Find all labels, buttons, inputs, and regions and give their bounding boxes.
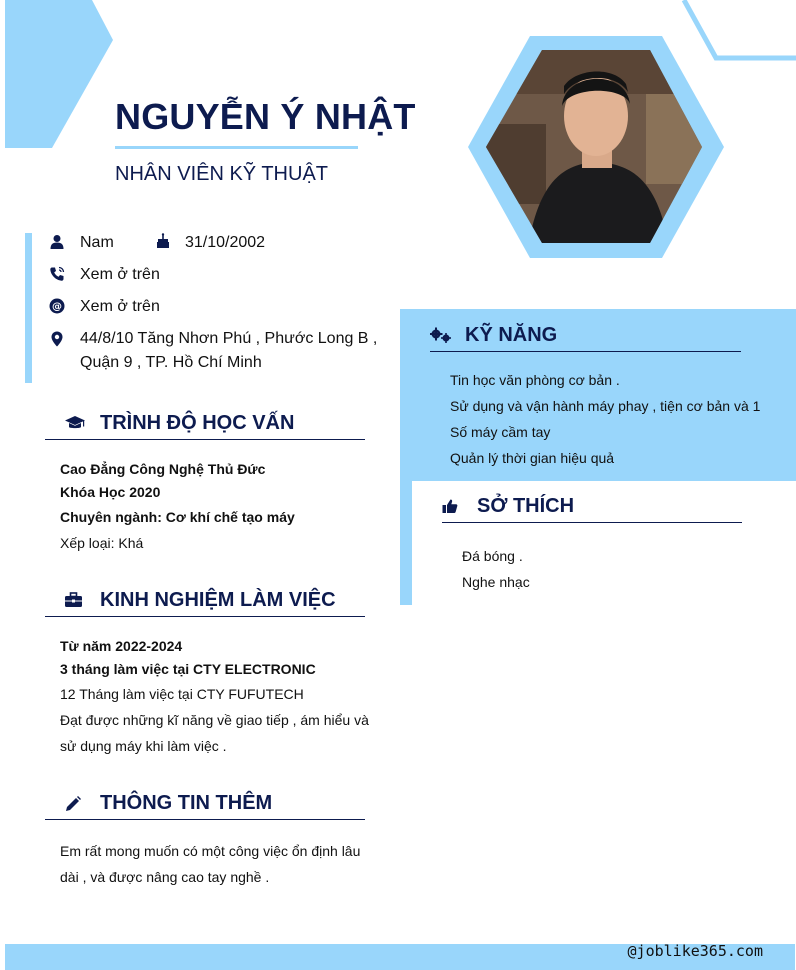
job-title: NHÂN VIÊN KỸ THUẬT bbox=[115, 163, 328, 185]
skills-divider bbox=[430, 351, 741, 352]
user-icon bbox=[49, 234, 65, 250]
experience-desc-line-2: sử dụng máy khi làm việc . bbox=[60, 738, 227, 754]
hobbies-title: SỞ THÍCH bbox=[477, 495, 575, 517]
experience-title: KINH NGHIỆM LÀM VIỆC bbox=[100, 589, 336, 611]
skill-item: Quản lý thời gian hiệu quả bbox=[450, 450, 615, 466]
experience-desc-line-1: Đạt được những kĩ năng về giao tiếp , ám hiểu và bbox=[60, 712, 369, 728]
hobby-item: Nghe nhạc bbox=[462, 574, 530, 590]
hobbies-accent-strip bbox=[400, 481, 412, 605]
education-divider bbox=[45, 439, 365, 440]
gears-icon bbox=[430, 327, 452, 343]
skills-title: KỸ NĂNG bbox=[465, 324, 558, 346]
grade: Xếp loại: Khá bbox=[60, 535, 144, 551]
extra-info-title: THÔNG TIN THÊM bbox=[100, 792, 273, 814]
gender-value: Nam bbox=[80, 234, 114, 251]
skill-item: Số máy cầm tay bbox=[450, 424, 551, 440]
footer-handle: @joblike365.com bbox=[627, 942, 763, 960]
candidate-name: NGUYỄN Ý NHẬT bbox=[115, 96, 416, 137]
svg-text:@: @ bbox=[52, 301, 62, 313]
hobbies-divider bbox=[442, 522, 742, 523]
education-title: TRÌNH ĐỘ HỌC VẤN bbox=[100, 412, 295, 434]
birthday-value: 31/10/2002 bbox=[185, 234, 266, 251]
email-icon bbox=[49, 298, 65, 314]
school-name: Cao Đẳng Công Nghệ Thủ Đức bbox=[60, 461, 266, 477]
experience-period: Từ năm 2022-2024 bbox=[60, 638, 183, 654]
corner-shape-top-left bbox=[0, 0, 120, 150]
info-accent-bar bbox=[25, 233, 32, 383]
experience-job-2: 12 Tháng làm việc tại CTY FUFUTECH bbox=[60, 686, 304, 702]
birthday-cake-icon bbox=[155, 233, 171, 249]
extra-info-divider bbox=[45, 819, 365, 820]
phone-value: Xem ở trên bbox=[80, 266, 160, 283]
extra-info-line-1: Em rất mong muốn có một công việc ổn định lâu bbox=[60, 843, 361, 859]
experience-job-1: 3 tháng làm việc tại CTY ELECTRONIC bbox=[60, 661, 316, 677]
major: Chuyên ngành: Cơ khí chế tạo máy bbox=[60, 509, 295, 525]
phone-icon bbox=[49, 266, 65, 282]
graduation-cap-icon bbox=[64, 415, 86, 431]
location-pin-icon bbox=[49, 331, 65, 347]
avatar bbox=[466, 34, 726, 260]
skill-item: Sử dụng và vận hành máy phay , tiện cơ bản và 1 bbox=[450, 398, 761, 414]
thumbs-up-icon bbox=[442, 498, 458, 514]
hobby-item: Đá bóng . bbox=[462, 548, 523, 564]
experience-divider bbox=[45, 616, 365, 617]
skill-item: Tin học văn phòng cơ bản . bbox=[450, 372, 620, 388]
pencil-icon bbox=[65, 796, 81, 812]
briefcase-icon bbox=[64, 592, 83, 608]
extra-info-line-2: dài , và được nâng cao tay nghề . bbox=[60, 869, 270, 885]
name-underline bbox=[115, 146, 358, 149]
address-line-1: 44/8/10 Tăng Nhơn Phú , Phước Long B , bbox=[80, 330, 378, 347]
email-value: Xem ở trên bbox=[80, 298, 160, 315]
address-line-2: Quận 9 , TP. Hồ Chí Minh bbox=[80, 354, 262, 371]
course-year: Khóa Học 2020 bbox=[60, 484, 161, 500]
